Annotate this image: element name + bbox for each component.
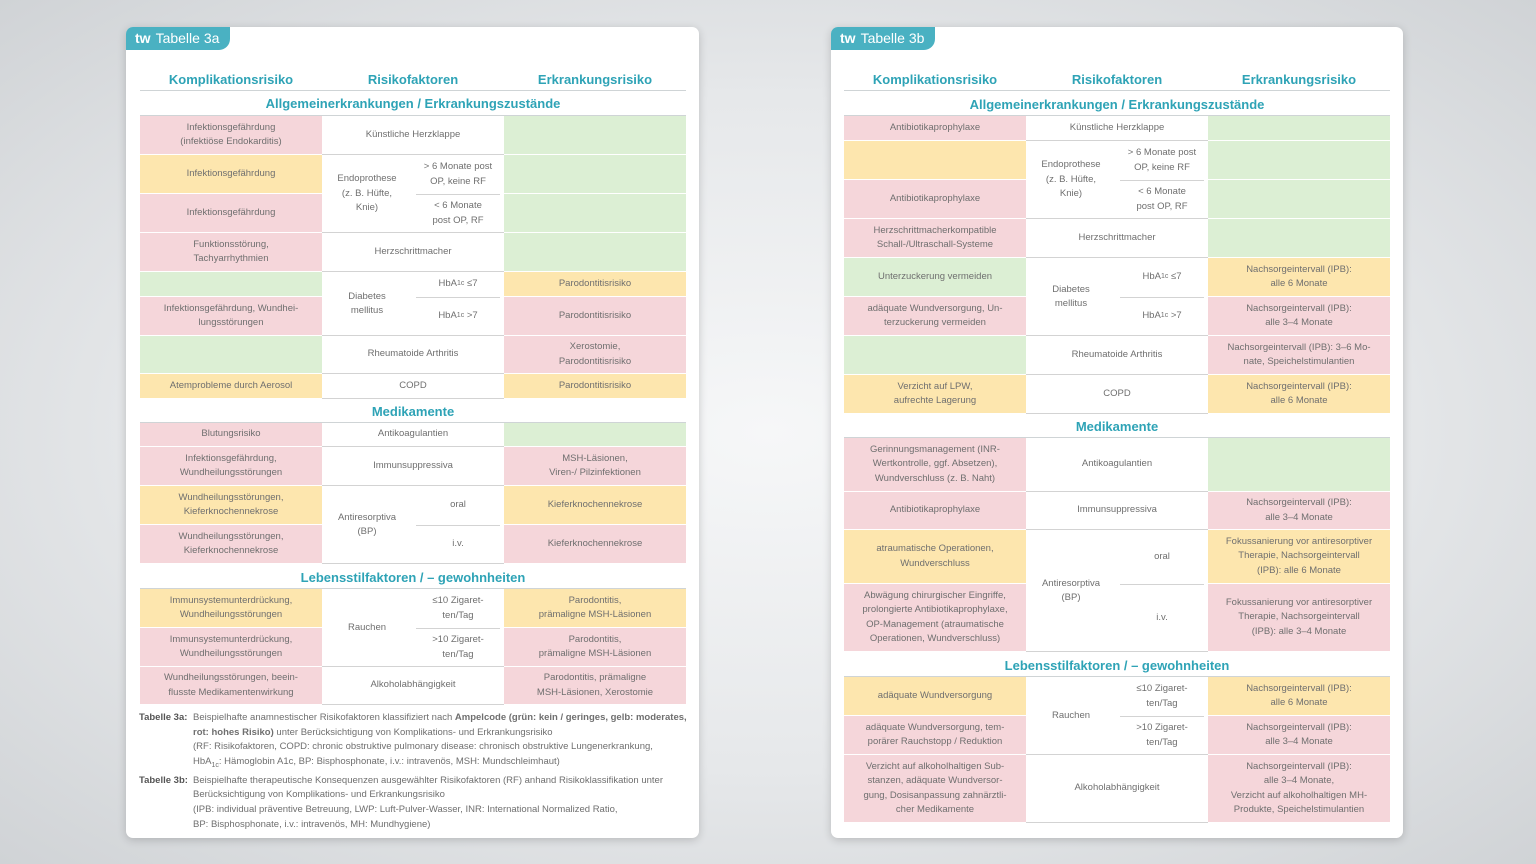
komplikation-cell: Antibiotikaprophylaxe xyxy=(844,492,1026,530)
hba-label: HbA xyxy=(1142,271,1161,283)
header-erkrankungsrisiko: Erkrankungsrisiko xyxy=(1241,72,1357,87)
risikofaktor-hba1c-low xyxy=(412,272,504,297)
komplikation-cell: Verzicht auf alkoholhaltigen Sub- stanzen, adäquate Wundversor- gung, Dosisanpassung zahnärztli- cher Medikamente xyxy=(844,755,1026,823)
erkrankung-cell: Nachsorgeintervall (IPB): 3–6 Mo- nate, Speichelstimulantien xyxy=(1208,336,1390,375)
section-title: Allgemeinerkrankungen / Erkrankungszustände xyxy=(265,96,561,111)
hba-label: HbA xyxy=(438,278,457,290)
risikofaktor-sub: < 6 Monate post OP, RF xyxy=(1136,186,1188,212)
erkrankung-cell: Nachsorgeintervall (IPB): alle 3–4 Monate xyxy=(1208,492,1390,530)
komplikation-cell: adäquate Wundversorgung, Un- terzuckerung vermeiden xyxy=(844,297,1026,336)
risikofaktor-cell: Immunsuppressiva xyxy=(1026,492,1208,530)
komplikation-cell: atraumatische Operationen, Wundverschluss xyxy=(844,530,1026,584)
hba-label: HbA xyxy=(1142,310,1161,322)
header-risikofaktoren: Risikofaktoren xyxy=(367,72,459,87)
komplikation-cell: Unterzuckerung vermeiden xyxy=(844,258,1026,297)
footnote-key: Tabelle 3b: xyxy=(139,774,188,786)
komplikation-cell: Blutungsrisiko xyxy=(140,423,322,447)
hba-sub: 1c xyxy=(1160,273,1169,281)
hba-sub: 1c xyxy=(1160,312,1169,320)
risikofaktor-sub: > 6 Monate post OP, keine RF xyxy=(1127,147,1197,173)
risikofaktor-diabetes: Diabetes mellitus xyxy=(348,290,386,316)
footnote-body: Beispielhafte therapeutische Konsequenzen ausgewählter Risikofaktoren (RF) anhand Risikoklassifikation unter Berücksichtigung von Komplikations- und Erkrankungsrisiko (IPB: individual präventive Betreuung, LWP: Luft-Pulver-Wasser, INR: International Normalized Ratio, BP: Bisphosphonate, i.v.: intravenös, MH: Mundhygiene) xyxy=(193,774,663,830)
footnote-body xyxy=(193,711,689,774)
komplikation-cell: Antibiotikaprophylaxe xyxy=(844,116,1026,141)
erkrankung-cell: Parodontitisrisiko xyxy=(504,272,686,297)
risikofaktor-cell: Immunsuppressiva xyxy=(322,447,504,486)
footnote-ampelcode: Ampelcode (grün: kein / geringes, gelb: moderates, rot: hohes Risiko) xyxy=(193,712,687,738)
table-tag xyxy=(126,27,230,50)
komplikation-cell xyxy=(140,336,322,374)
risikofaktor-cell: Herzschrittmacher xyxy=(322,233,504,272)
risikofaktor-cell: Rheumatoide Arthritis xyxy=(322,336,504,374)
hba-sub: 1c xyxy=(456,280,465,288)
erkrankung-cell xyxy=(504,194,686,233)
tag-prefix: tw xyxy=(135,30,151,46)
footnote-text: Beispielhafte anamnestischer Risikofaktoren klassifiziert nach xyxy=(193,712,453,723)
section-title: Lebensstilfaktoren / – gewohnheiten xyxy=(300,570,526,585)
risikofaktor-sub: oral xyxy=(1154,550,1170,562)
erkrankung-cell: Fokussanierung vor antiresorptiver Therapie, Nachsorgeintervall (IPB): alle 3–4 Monate xyxy=(1208,584,1390,652)
komplikation-cell: Wundheilungsstörungen, beein- flusste Medikamentenwirkung xyxy=(140,667,322,705)
table-tag xyxy=(831,27,935,50)
table-3a-card xyxy=(126,27,699,838)
section-title: Lebensstilfaktoren / – gewohnheiten xyxy=(1004,658,1230,673)
komplikation-cell: Antibiotikaprophylaxe xyxy=(844,180,1026,219)
erkrankung-cell: Fokussanierung vor antiresorptiver Therapie, Nachsorgeintervall (IPB): alle 6 Monate xyxy=(1208,530,1390,584)
footnote-text: : Hämoglobin A1c, BP: Bisphosphonate, i.v.: intravenös, MSH: Mundschleimhaut) xyxy=(218,756,560,768)
hba-value: ≤7 xyxy=(467,278,478,290)
erkrankung-cell xyxy=(504,233,686,272)
risikofaktor-cell: Alkoholabhängigkeit xyxy=(1026,755,1208,823)
tag-label: Tabelle 3b xyxy=(860,30,925,46)
risikofaktor-sub: >10 Zigaret- ten/Tag xyxy=(432,634,484,660)
erkrankung-cell: Kieferknochennekrose xyxy=(504,525,686,564)
footnote-3b xyxy=(139,774,689,833)
komplikation-cell xyxy=(844,336,1026,375)
komplikation-cell: Infektionsgefährdung, Wundheilungsstörungen xyxy=(140,447,322,486)
risikofaktor-hba1c-low xyxy=(1116,258,1208,297)
risikofaktor-rauchen: Rauchen xyxy=(1051,709,1091,721)
footnote-text: unter Berücksichtigung von Komplikations- und Erkrankungsrisiko (RF: Risikofaktoren, COPD: chronic obstruktive pulmonary disease: chronisch obstruktive Lungenerkrankung, xyxy=(193,726,653,753)
komplikation-cell: Wundheilungsstörungen, Kieferknochennekrose xyxy=(140,486,322,525)
hba-label: HbA xyxy=(438,310,457,322)
komplikation-cell: Infektionsgefährdung xyxy=(140,155,322,194)
risikofaktor-diabetes: Diabetes mellitus xyxy=(1052,283,1090,309)
footnote-key: Tabelle 3a: xyxy=(139,712,188,723)
risikofaktor-sub: ≤10 Zigaret- ten/Tag xyxy=(432,595,484,621)
header-risikofaktoren: Risikofaktoren xyxy=(1071,72,1163,87)
komplikation-cell: Immunsystemunterdrückung, Wundheilungsstörungen xyxy=(140,589,322,628)
risikofaktor-antiresorptiva: Antiresorptiva (BP) xyxy=(337,511,397,537)
erkrankung-cell: Nachsorgeintervall (IPB): alle 6 Monate xyxy=(1208,375,1390,414)
risikofaktor-hba1c-high xyxy=(1116,297,1208,336)
header-erkrankungsrisiko: Erkrankungsrisiko xyxy=(537,72,653,87)
table-footnotes xyxy=(139,711,689,833)
risikofaktor-sub: oral xyxy=(450,499,466,511)
hba-sub: 1c xyxy=(456,312,465,320)
risikofaktor-antiresorptiva: Antiresorptiva (BP) xyxy=(1041,577,1101,603)
risikofaktor-sub: ≤10 Zigaret- ten/Tag xyxy=(1136,683,1188,709)
risikofaktor-cell: Rheumatoide Arthritis xyxy=(1026,336,1208,375)
risikofaktor-sub: i.v. xyxy=(1156,611,1168,623)
footnote-3a xyxy=(139,711,689,774)
komplikation-cell: Infektionsgefährdung (infektiöse Endokarditis) xyxy=(140,116,322,155)
risikofaktor-cell: Antikoagulantien xyxy=(322,423,504,447)
komplikation-cell: Immunsystemunterdrückung, Wundheilungsstörungen xyxy=(140,628,322,667)
erkrankung-cell: Parodontitis, prämaligne MSH-Läsionen, Xerostomie xyxy=(504,667,686,705)
erkrankung-cell: Nachsorgeintervall (IPB): alle 3–4 Monate xyxy=(1208,297,1390,336)
risikofaktor-endoprothese: Endoprothese (z. B. Hüfte, Knie) xyxy=(1041,159,1101,200)
komplikation-cell: adäquate Wundversorgung xyxy=(844,677,1026,716)
risikofaktor-sub: < 6 Monate post OP, RF xyxy=(432,200,484,226)
erkrankung-cell: Parodontitisrisiko xyxy=(504,374,686,399)
komplikation-cell: Verzicht auf LPW, aufrechte Lagerung xyxy=(844,375,1026,414)
komplikation-cell: Funktionsstörung, Tachyarrhythmien xyxy=(140,233,322,272)
komplikation-cell xyxy=(844,141,1026,180)
risikofaktor-sub: > 6 Monate post OP, keine RF xyxy=(423,161,493,187)
erkrankung-cell xyxy=(1208,141,1390,180)
komplikation-cell: Herzschrittmacherkompatible Schall-/Ultraschall-Systeme xyxy=(844,219,1026,258)
komplikation-cell: Abwägung chirurgischer Eingriffe, prolongierte Antibiotikaprophylaxe, OP-Management (atraumatische Operationen, Wundverschluss) xyxy=(844,584,1026,652)
komplikation-cell: Gerinnungsmanagement (INR- Wertkontrolle, ggf. Absetzen), Wundverschluss (z. B. Naht) xyxy=(844,438,1026,492)
risikofaktor-cell: COPD xyxy=(322,374,504,399)
risikofaktor-hba1c-high xyxy=(412,297,504,336)
section-title: Medikamente xyxy=(371,404,455,419)
erkrankung-cell xyxy=(504,116,686,155)
hba-value: >7 xyxy=(1170,310,1182,322)
footnote-text: HbA xyxy=(193,756,212,768)
table-3b-card xyxy=(831,27,1403,838)
risikofaktor-sub: >10 Zigaret- ten/Tag xyxy=(1136,722,1188,748)
komplikation-cell: Infektionsgefährdung, Wundhei- lungsstörungen xyxy=(140,297,322,336)
header-komplikationsrisiko: Komplikationsrisiko xyxy=(168,72,294,87)
tag-label: Tabelle 3a xyxy=(155,30,220,46)
erkrankung-cell: Nachsorgeintervall (IPB): alle 6 Monate xyxy=(1208,677,1390,716)
komplikation-cell: adäquate Wundversorgung, tem- porärer Rauchstopp / Reduktion xyxy=(844,716,1026,755)
erkrankung-cell: Parodontitis, prämaligne MSH-Läsionen xyxy=(504,628,686,667)
risikofaktor-rauchen: Rauchen xyxy=(347,621,387,633)
erkrankung-cell xyxy=(1208,219,1390,258)
komplikation-cell xyxy=(140,272,322,297)
erkrankung-cell: Kieferknochennekrose xyxy=(504,486,686,525)
header-komplikationsrisiko: Komplikationsrisiko xyxy=(872,72,998,87)
erkrankung-cell xyxy=(1208,180,1390,219)
risikofaktor-cell: Künstliche Herzklappe xyxy=(1026,116,1208,141)
komplikation-cell: Atemprobleme durch Aerosol xyxy=(140,374,322,399)
erkrankung-cell: Xerostomie, Parodontitisrisiko xyxy=(504,336,686,374)
hba-value: ≤7 xyxy=(1171,271,1182,283)
komplikation-cell: Wundheilungsstörungen, Kieferknochennekrose xyxy=(140,525,322,564)
risikofaktor-cell: COPD xyxy=(1026,375,1208,414)
risikofaktor-endoprothese: Endoprothese (z. B. Hüfte, Knie) xyxy=(337,173,397,214)
section-title: Medikamente xyxy=(1075,419,1159,434)
risikofaktor-sub: i.v. xyxy=(452,538,464,550)
erkrankung-cell: Parodontitisrisiko xyxy=(504,297,686,336)
risikofaktor-cell: Antikoagulantien xyxy=(1026,438,1208,492)
header-divider xyxy=(844,90,1390,91)
erkrankung-cell xyxy=(504,155,686,194)
erkrankung-cell: Nachsorgeintervall (IPB): alle 3–4 Monate xyxy=(1208,716,1390,755)
erkrankung-cell xyxy=(1208,438,1390,492)
header-divider xyxy=(140,90,686,91)
risikofaktor-cell: Herzschrittmacher xyxy=(1026,219,1208,258)
erkrankung-cell: MSH-Läsionen, Viren-/ Pilzinfektionen xyxy=(504,447,686,486)
erkrankung-cell: Nachsorgeintervall (IPB): alle 3–4 Monate, Verzicht auf alkoholhaltigen MH- Produkte, Speichelstimulantien xyxy=(1208,755,1390,823)
erkrankung-cell xyxy=(1208,116,1390,141)
erkrankung-cell xyxy=(504,423,686,447)
komplikation-cell: Infektionsgefährdung xyxy=(140,194,322,233)
erkrankung-cell: Parodontitis, prämaligne MSH-Läsionen xyxy=(504,589,686,628)
hba-value: >7 xyxy=(466,310,478,322)
risikofaktor-cell: Alkoholabhängigkeit xyxy=(322,667,504,705)
erkrankung-cell: Nachsorgeintervall (IPB): alle 6 Monate xyxy=(1208,258,1390,297)
tag-prefix: tw xyxy=(840,30,856,46)
risikofaktor-cell: Künstliche Herzklappe xyxy=(322,116,504,155)
section-title: Allgemeinerkrankungen / Erkrankungszustände xyxy=(969,97,1265,112)
footnote-sub: 1c xyxy=(211,762,219,769)
